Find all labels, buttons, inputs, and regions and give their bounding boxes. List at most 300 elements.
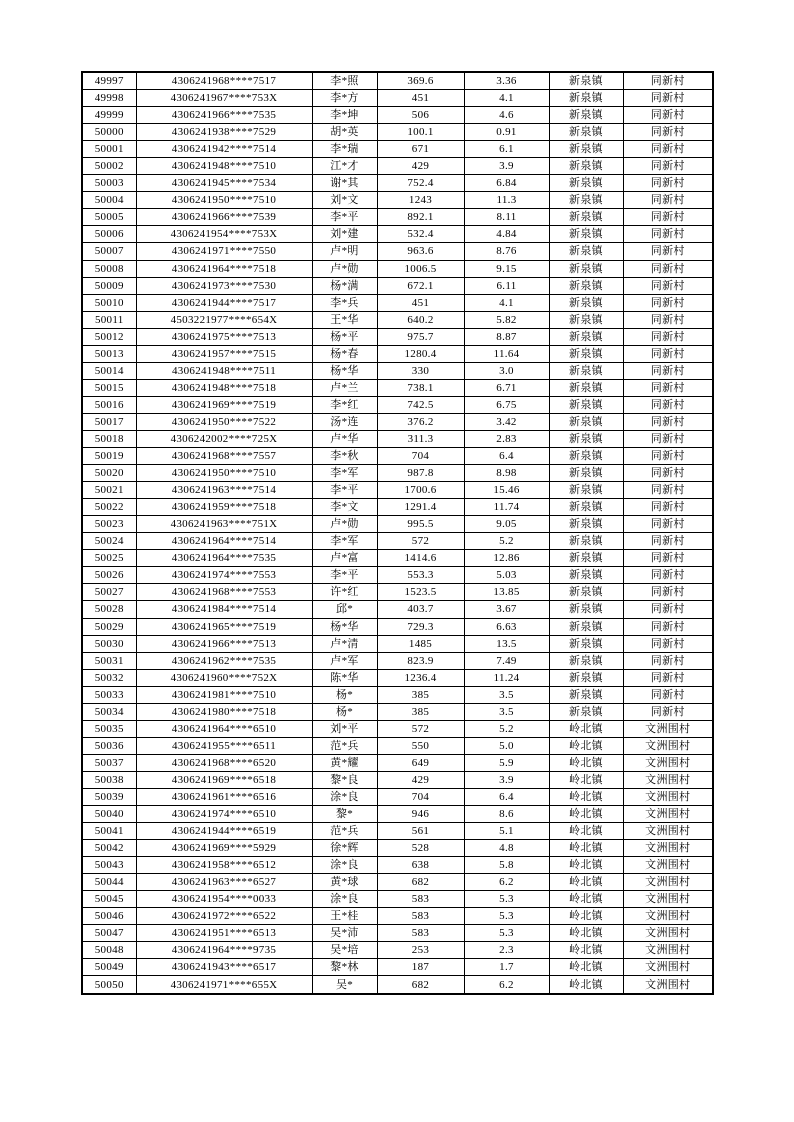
cell-village: 同新村 xyxy=(623,243,713,260)
cell-name: 卢*富 xyxy=(312,550,377,567)
cell-id-number: 4306241964****7514 xyxy=(136,533,312,550)
cell-name: 李*秋 xyxy=(312,448,377,465)
cell-amount: 1523.5 xyxy=(377,584,464,601)
cell-town: 岭北镇 xyxy=(549,840,623,857)
cell-town: 新泉镇 xyxy=(549,260,623,277)
cell-village: 同新村 xyxy=(623,703,713,720)
cell-village: 文洲围村 xyxy=(623,840,713,857)
cell-amount: 729.3 xyxy=(377,618,464,635)
cell-village: 同新村 xyxy=(623,175,713,192)
cell-id-number: 4306241981****7510 xyxy=(136,686,312,703)
table-row xyxy=(82,618,713,635)
cell-amount: 1280.4 xyxy=(377,345,464,362)
cell-seq: 50045 xyxy=(82,891,136,908)
cell-seq: 50037 xyxy=(82,754,136,771)
cell-name: 江*才 xyxy=(312,158,377,175)
cell-rate: 5.3 xyxy=(464,908,549,925)
cell-village: 同新村 xyxy=(623,533,713,550)
cell-id-number: 4306241971****655X xyxy=(136,976,312,994)
cell-id-number: 4306241984****7514 xyxy=(136,601,312,618)
cell-village: 同新村 xyxy=(623,618,713,635)
cell-rate: 6.1 xyxy=(464,141,549,158)
cell-rate: 6.84 xyxy=(464,175,549,192)
cell-rate: 5.8 xyxy=(464,857,549,874)
cell-id-number: 4306241962****7535 xyxy=(136,652,312,669)
cell-village: 同新村 xyxy=(623,124,713,141)
cell-seq: 50029 xyxy=(82,618,136,635)
table-row xyxy=(82,584,713,601)
table-row xyxy=(82,959,713,976)
cell-amount: 376.2 xyxy=(377,413,464,430)
table-row xyxy=(82,840,713,857)
cell-id-number: 4306241973****7530 xyxy=(136,277,312,294)
cell-seq: 50040 xyxy=(82,806,136,823)
table-row xyxy=(82,345,713,362)
cell-id-number: 4306241963****751X xyxy=(136,516,312,533)
cell-amount: 532.4 xyxy=(377,226,464,243)
cell-amount: 369.6 xyxy=(377,72,464,90)
cell-village: 同新村 xyxy=(623,192,713,209)
cell-town: 新泉镇 xyxy=(549,413,623,430)
cell-amount: 528 xyxy=(377,840,464,857)
table-row xyxy=(82,976,713,994)
cell-village: 同新村 xyxy=(623,107,713,124)
cell-rate: 3.5 xyxy=(464,686,549,703)
cell-amount: 253 xyxy=(377,942,464,959)
cell-seq: 50015 xyxy=(82,379,136,396)
table-row xyxy=(82,294,713,311)
cell-village: 文洲围村 xyxy=(623,891,713,908)
table-row xyxy=(82,362,713,379)
cell-id-number: 4306241968****7517 xyxy=(136,72,312,90)
table-row xyxy=(82,516,713,533)
cell-name: 黄*耀 xyxy=(312,754,377,771)
table-row xyxy=(82,533,713,550)
cell-town: 岭北镇 xyxy=(549,823,623,840)
cell-name: 卢*华 xyxy=(312,430,377,447)
cell-town: 新泉镇 xyxy=(549,686,623,703)
cell-village: 同新村 xyxy=(623,345,713,362)
table-row xyxy=(82,396,713,413)
cell-name: 卢*军 xyxy=(312,652,377,669)
cell-town: 岭北镇 xyxy=(549,720,623,737)
cell-rate: 5.1 xyxy=(464,823,549,840)
cell-seq: 50024 xyxy=(82,533,136,550)
cell-seq: 49999 xyxy=(82,107,136,124)
cell-id-number: 4306241980****7518 xyxy=(136,703,312,720)
cell-id-number: 4306241943****6517 xyxy=(136,959,312,976)
table-row xyxy=(82,891,713,908)
cell-amount: 742.5 xyxy=(377,396,464,413)
cell-rate: 3.0 xyxy=(464,362,549,379)
cell-name: 黎*林 xyxy=(312,959,377,976)
cell-name: 黄*球 xyxy=(312,874,377,891)
cell-id-number: 4306241963****7514 xyxy=(136,482,312,499)
cell-amount: 385 xyxy=(377,703,464,720)
cell-seq: 50033 xyxy=(82,686,136,703)
cell-amount: 704 xyxy=(377,788,464,805)
cell-seq: 50017 xyxy=(82,413,136,430)
cell-town: 新泉镇 xyxy=(549,703,623,720)
cell-town: 新泉镇 xyxy=(549,379,623,396)
cell-rate: 5.0 xyxy=(464,737,549,754)
cell-name: 李*瑞 xyxy=(312,141,377,158)
cell-rate: 6.75 xyxy=(464,396,549,413)
cell-town: 新泉镇 xyxy=(549,465,623,482)
cell-amount: 671 xyxy=(377,141,464,158)
cell-name: 汤*连 xyxy=(312,413,377,430)
cell-rate: 2.83 xyxy=(464,430,549,447)
cell-name: 杨* xyxy=(312,703,377,720)
cell-town: 新泉镇 xyxy=(549,652,623,669)
cell-village: 同新村 xyxy=(623,601,713,618)
cell-seq: 50005 xyxy=(82,209,136,226)
cell-amount: 1006.5 xyxy=(377,260,464,277)
cell-seq: 50008 xyxy=(82,260,136,277)
cell-rate: 6.4 xyxy=(464,448,549,465)
cell-town: 新泉镇 xyxy=(549,499,623,516)
cell-rate: 11.74 xyxy=(464,499,549,516)
cell-amount: 583 xyxy=(377,908,464,925)
cell-name: 李*军 xyxy=(312,465,377,482)
cell-amount: 987.8 xyxy=(377,465,464,482)
cell-name: 卢*勋 xyxy=(312,260,377,277)
cell-village: 同新村 xyxy=(623,482,713,499)
cell-name: 杨*华 xyxy=(312,362,377,379)
cell-id-number: 4306241968****7553 xyxy=(136,584,312,601)
cell-id-number: 4306241948****7510 xyxy=(136,158,312,175)
cell-id-number: 4306241964****9735 xyxy=(136,942,312,959)
cell-rate: 1.7 xyxy=(464,959,549,976)
cell-amount: 451 xyxy=(377,90,464,107)
cell-seq: 49998 xyxy=(82,90,136,107)
cell-name: 卢*清 xyxy=(312,635,377,652)
cell-id-number: 4306241965****7519 xyxy=(136,618,312,635)
table-row xyxy=(82,482,713,499)
cell-seq: 50032 xyxy=(82,669,136,686)
cell-seq: 50026 xyxy=(82,567,136,584)
cell-id-number: 4306241954****0033 xyxy=(136,891,312,908)
cell-id-number: 4306242002****725X xyxy=(136,430,312,447)
cell-seq: 50016 xyxy=(82,396,136,413)
cell-village: 同新村 xyxy=(623,209,713,226)
cell-amount: 946 xyxy=(377,806,464,823)
cell-name: 范*兵 xyxy=(312,823,377,840)
table-row xyxy=(82,430,713,447)
table-row xyxy=(82,448,713,465)
cell-name: 胡*英 xyxy=(312,124,377,141)
cell-name: 吴*培 xyxy=(312,942,377,959)
table-row xyxy=(82,192,713,209)
cell-seq: 50000 xyxy=(82,124,136,141)
cell-id-number: 4306241968****6520 xyxy=(136,754,312,771)
cell-town: 岭北镇 xyxy=(549,976,623,994)
table-row xyxy=(82,158,713,175)
cell-town: 岭北镇 xyxy=(549,737,623,754)
cell-amount: 403.7 xyxy=(377,601,464,618)
cell-id-number: 4306241966****7535 xyxy=(136,107,312,124)
cell-rate: 8.6 xyxy=(464,806,549,823)
cell-rate: 9.05 xyxy=(464,516,549,533)
cell-rate: 12.86 xyxy=(464,550,549,567)
cell-seq: 50044 xyxy=(82,874,136,891)
cell-town: 新泉镇 xyxy=(549,550,623,567)
table-row xyxy=(82,72,713,90)
cell-rate: 5.3 xyxy=(464,891,549,908)
cell-town: 岭北镇 xyxy=(549,942,623,959)
cell-amount: 1700.6 xyxy=(377,482,464,499)
cell-name: 李*文 xyxy=(312,499,377,516)
cell-id-number: 4306241974****7553 xyxy=(136,567,312,584)
cell-name: 卢*兰 xyxy=(312,379,377,396)
cell-town: 岭北镇 xyxy=(549,771,623,788)
cell-amount: 583 xyxy=(377,891,464,908)
cell-id-number: 4306241974****6510 xyxy=(136,806,312,823)
cell-village: 文洲围村 xyxy=(623,806,713,823)
cell-village: 同新村 xyxy=(623,652,713,669)
table-row xyxy=(82,635,713,652)
table-row xyxy=(82,771,713,788)
cell-village: 同新村 xyxy=(623,550,713,567)
cell-amount: 100.1 xyxy=(377,124,464,141)
cell-id-number: 4306241938****7529 xyxy=(136,124,312,141)
cell-id-number: 4306241964****7518 xyxy=(136,260,312,277)
cell-seq: 50025 xyxy=(82,550,136,567)
cell-village: 同新村 xyxy=(623,260,713,277)
cell-village: 文洲围村 xyxy=(623,925,713,942)
cell-town: 岭北镇 xyxy=(549,959,623,976)
table-row xyxy=(82,567,713,584)
cell-rate: 5.82 xyxy=(464,311,549,328)
cell-id-number: 4306241950****7510 xyxy=(136,192,312,209)
cell-name: 涂*良 xyxy=(312,891,377,908)
cell-rate: 7.49 xyxy=(464,652,549,669)
table-body xyxy=(82,72,713,994)
cell-name: 杨*满 xyxy=(312,277,377,294)
cell-name: 李*坤 xyxy=(312,107,377,124)
cell-town: 新泉镇 xyxy=(549,345,623,362)
cell-town: 新泉镇 xyxy=(549,90,623,107)
cell-village: 同新村 xyxy=(623,465,713,482)
cell-town: 岭北镇 xyxy=(549,857,623,874)
table-row xyxy=(82,277,713,294)
cell-village: 文洲围村 xyxy=(623,823,713,840)
cell-village: 同新村 xyxy=(623,362,713,379)
cell-name: 杨*春 xyxy=(312,345,377,362)
cell-amount: 311.3 xyxy=(377,430,464,447)
cell-amount: 640.2 xyxy=(377,311,464,328)
cell-rate: 4.84 xyxy=(464,226,549,243)
cell-rate: 6.2 xyxy=(464,976,549,994)
cell-village: 同新村 xyxy=(623,226,713,243)
cell-rate: 0.91 xyxy=(464,124,549,141)
table-row xyxy=(82,413,713,430)
cell-village: 文洲围村 xyxy=(623,788,713,805)
cell-village: 同新村 xyxy=(623,277,713,294)
cell-village: 文洲围村 xyxy=(623,754,713,771)
cell-name: 涂*良 xyxy=(312,788,377,805)
cell-name: 李*红 xyxy=(312,396,377,413)
cell-name: 黎* xyxy=(312,806,377,823)
cell-seq: 50035 xyxy=(82,720,136,737)
cell-name: 黎*良 xyxy=(312,771,377,788)
cell-name: 范*兵 xyxy=(312,737,377,754)
cell-seq: 50038 xyxy=(82,771,136,788)
cell-seq: 50031 xyxy=(82,652,136,669)
cell-seq: 50007 xyxy=(82,243,136,260)
cell-village: 同新村 xyxy=(623,294,713,311)
table-row xyxy=(82,874,713,891)
cell-town: 新泉镇 xyxy=(549,141,623,158)
table-row xyxy=(82,107,713,124)
cell-town: 新泉镇 xyxy=(549,294,623,311)
cell-name: 李*兵 xyxy=(312,294,377,311)
cell-amount: 550 xyxy=(377,737,464,754)
cell-rate: 4.6 xyxy=(464,107,549,124)
cell-id-number: 4306241951****6513 xyxy=(136,925,312,942)
cell-seq: 50004 xyxy=(82,192,136,209)
cell-seq: 50002 xyxy=(82,158,136,175)
cell-amount: 752.4 xyxy=(377,175,464,192)
cell-town: 新泉镇 xyxy=(549,516,623,533)
cell-town: 岭北镇 xyxy=(549,891,623,908)
cell-seq: 50028 xyxy=(82,601,136,618)
cell-id-number: 4306241942****7514 xyxy=(136,141,312,158)
cell-seq: 50023 xyxy=(82,516,136,533)
table-row xyxy=(82,737,713,754)
cell-id-number: 4306241945****7534 xyxy=(136,175,312,192)
cell-town: 新泉镇 xyxy=(549,243,623,260)
cell-id-number: 4306241966****7539 xyxy=(136,209,312,226)
cell-village: 同新村 xyxy=(623,499,713,516)
table-row xyxy=(82,754,713,771)
cell-amount: 583 xyxy=(377,925,464,942)
cell-town: 新泉镇 xyxy=(549,396,623,413)
cell-rate: 3.36 xyxy=(464,72,549,90)
table-row xyxy=(82,788,713,805)
cell-town: 新泉镇 xyxy=(549,107,623,124)
cell-id-number: 4306241969****7519 xyxy=(136,396,312,413)
cell-rate: 5.3 xyxy=(464,925,549,942)
cell-amount: 561 xyxy=(377,823,464,840)
cell-rate: 5.9 xyxy=(464,754,549,771)
cell-name: 涂*良 xyxy=(312,857,377,874)
table-row xyxy=(82,857,713,874)
cell-name: 李*方 xyxy=(312,90,377,107)
cell-amount: 1485 xyxy=(377,635,464,652)
cell-town: 岭北镇 xyxy=(549,754,623,771)
cell-town: 新泉镇 xyxy=(549,124,623,141)
table-row xyxy=(82,942,713,959)
cell-town: 岭北镇 xyxy=(549,806,623,823)
table-row xyxy=(82,720,713,737)
cell-town: 新泉镇 xyxy=(549,584,623,601)
cell-town: 新泉镇 xyxy=(549,277,623,294)
cell-seq: 50006 xyxy=(82,226,136,243)
cell-seq: 50001 xyxy=(82,141,136,158)
cell-village: 同新村 xyxy=(623,448,713,465)
cell-name: 刘*文 xyxy=(312,192,377,209)
cell-rate: 8.76 xyxy=(464,243,549,260)
table-row xyxy=(82,806,713,823)
cell-town: 岭北镇 xyxy=(549,874,623,891)
cell-village: 同新村 xyxy=(623,141,713,158)
cell-amount: 553.3 xyxy=(377,567,464,584)
cell-seq: 50042 xyxy=(82,840,136,857)
cell-id-number: 4306241955****6511 xyxy=(136,737,312,754)
cell-name: 李*军 xyxy=(312,533,377,550)
cell-id-number: 4306241968****7557 xyxy=(136,448,312,465)
cell-seq: 50020 xyxy=(82,465,136,482)
table-row xyxy=(82,226,713,243)
cell-village: 同新村 xyxy=(623,158,713,175)
cell-id-number: 4306241964****7535 xyxy=(136,550,312,567)
cell-seq: 50041 xyxy=(82,823,136,840)
cell-rate: 8.87 xyxy=(464,328,549,345)
cell-amount: 330 xyxy=(377,362,464,379)
cell-amount: 649 xyxy=(377,754,464,771)
cell-rate: 11.64 xyxy=(464,345,549,362)
cell-id-number: 4306241954****753X xyxy=(136,226,312,243)
cell-amount: 385 xyxy=(377,686,464,703)
cell-seq: 50049 xyxy=(82,959,136,976)
table-row xyxy=(82,669,713,686)
cell-id-number: 4503221977****654X xyxy=(136,311,312,328)
cell-village: 文洲围村 xyxy=(623,959,713,976)
cell-rate: 9.15 xyxy=(464,260,549,277)
table-row xyxy=(82,823,713,840)
cell-id-number: 4306241966****7513 xyxy=(136,635,312,652)
cell-rate: 3.67 xyxy=(464,601,549,618)
cell-seq: 50030 xyxy=(82,635,136,652)
cell-rate: 8.98 xyxy=(464,465,549,482)
cell-seq: 50048 xyxy=(82,942,136,959)
cell-amount: 638 xyxy=(377,857,464,874)
cell-seq: 49997 xyxy=(82,72,136,90)
cell-town: 新泉镇 xyxy=(549,618,623,635)
cell-id-number: 4306241948****7518 xyxy=(136,379,312,396)
cell-village: 同新村 xyxy=(623,584,713,601)
table-row xyxy=(82,499,713,516)
cell-town: 岭北镇 xyxy=(549,925,623,942)
cell-town: 新泉镇 xyxy=(549,635,623,652)
cell-seq: 50043 xyxy=(82,857,136,874)
cell-id-number: 4306241964****6510 xyxy=(136,720,312,737)
cell-village: 文洲围村 xyxy=(623,942,713,959)
cell-town: 新泉镇 xyxy=(549,601,623,618)
cell-rate: 13.85 xyxy=(464,584,549,601)
cell-seq: 50018 xyxy=(82,430,136,447)
cell-rate: 5.2 xyxy=(464,720,549,737)
cell-name: 吴*沛 xyxy=(312,925,377,942)
cell-village: 文洲围村 xyxy=(623,976,713,994)
cell-amount: 572 xyxy=(377,720,464,737)
cell-village: 同新村 xyxy=(623,430,713,447)
cell-town: 新泉镇 xyxy=(549,226,623,243)
cell-town: 新泉镇 xyxy=(549,533,623,550)
cell-village: 同新村 xyxy=(623,311,713,328)
table-row xyxy=(82,550,713,567)
cell-rate: 11.3 xyxy=(464,192,549,209)
cell-rate: 2.3 xyxy=(464,942,549,959)
cell-seq: 50013 xyxy=(82,345,136,362)
cell-village: 同新村 xyxy=(623,516,713,533)
cell-village: 文洲围村 xyxy=(623,857,713,874)
cell-town: 新泉镇 xyxy=(549,175,623,192)
cell-name: 徐*辉 xyxy=(312,840,377,857)
cell-seq: 50011 xyxy=(82,311,136,328)
cell-amount: 1414.6 xyxy=(377,550,464,567)
